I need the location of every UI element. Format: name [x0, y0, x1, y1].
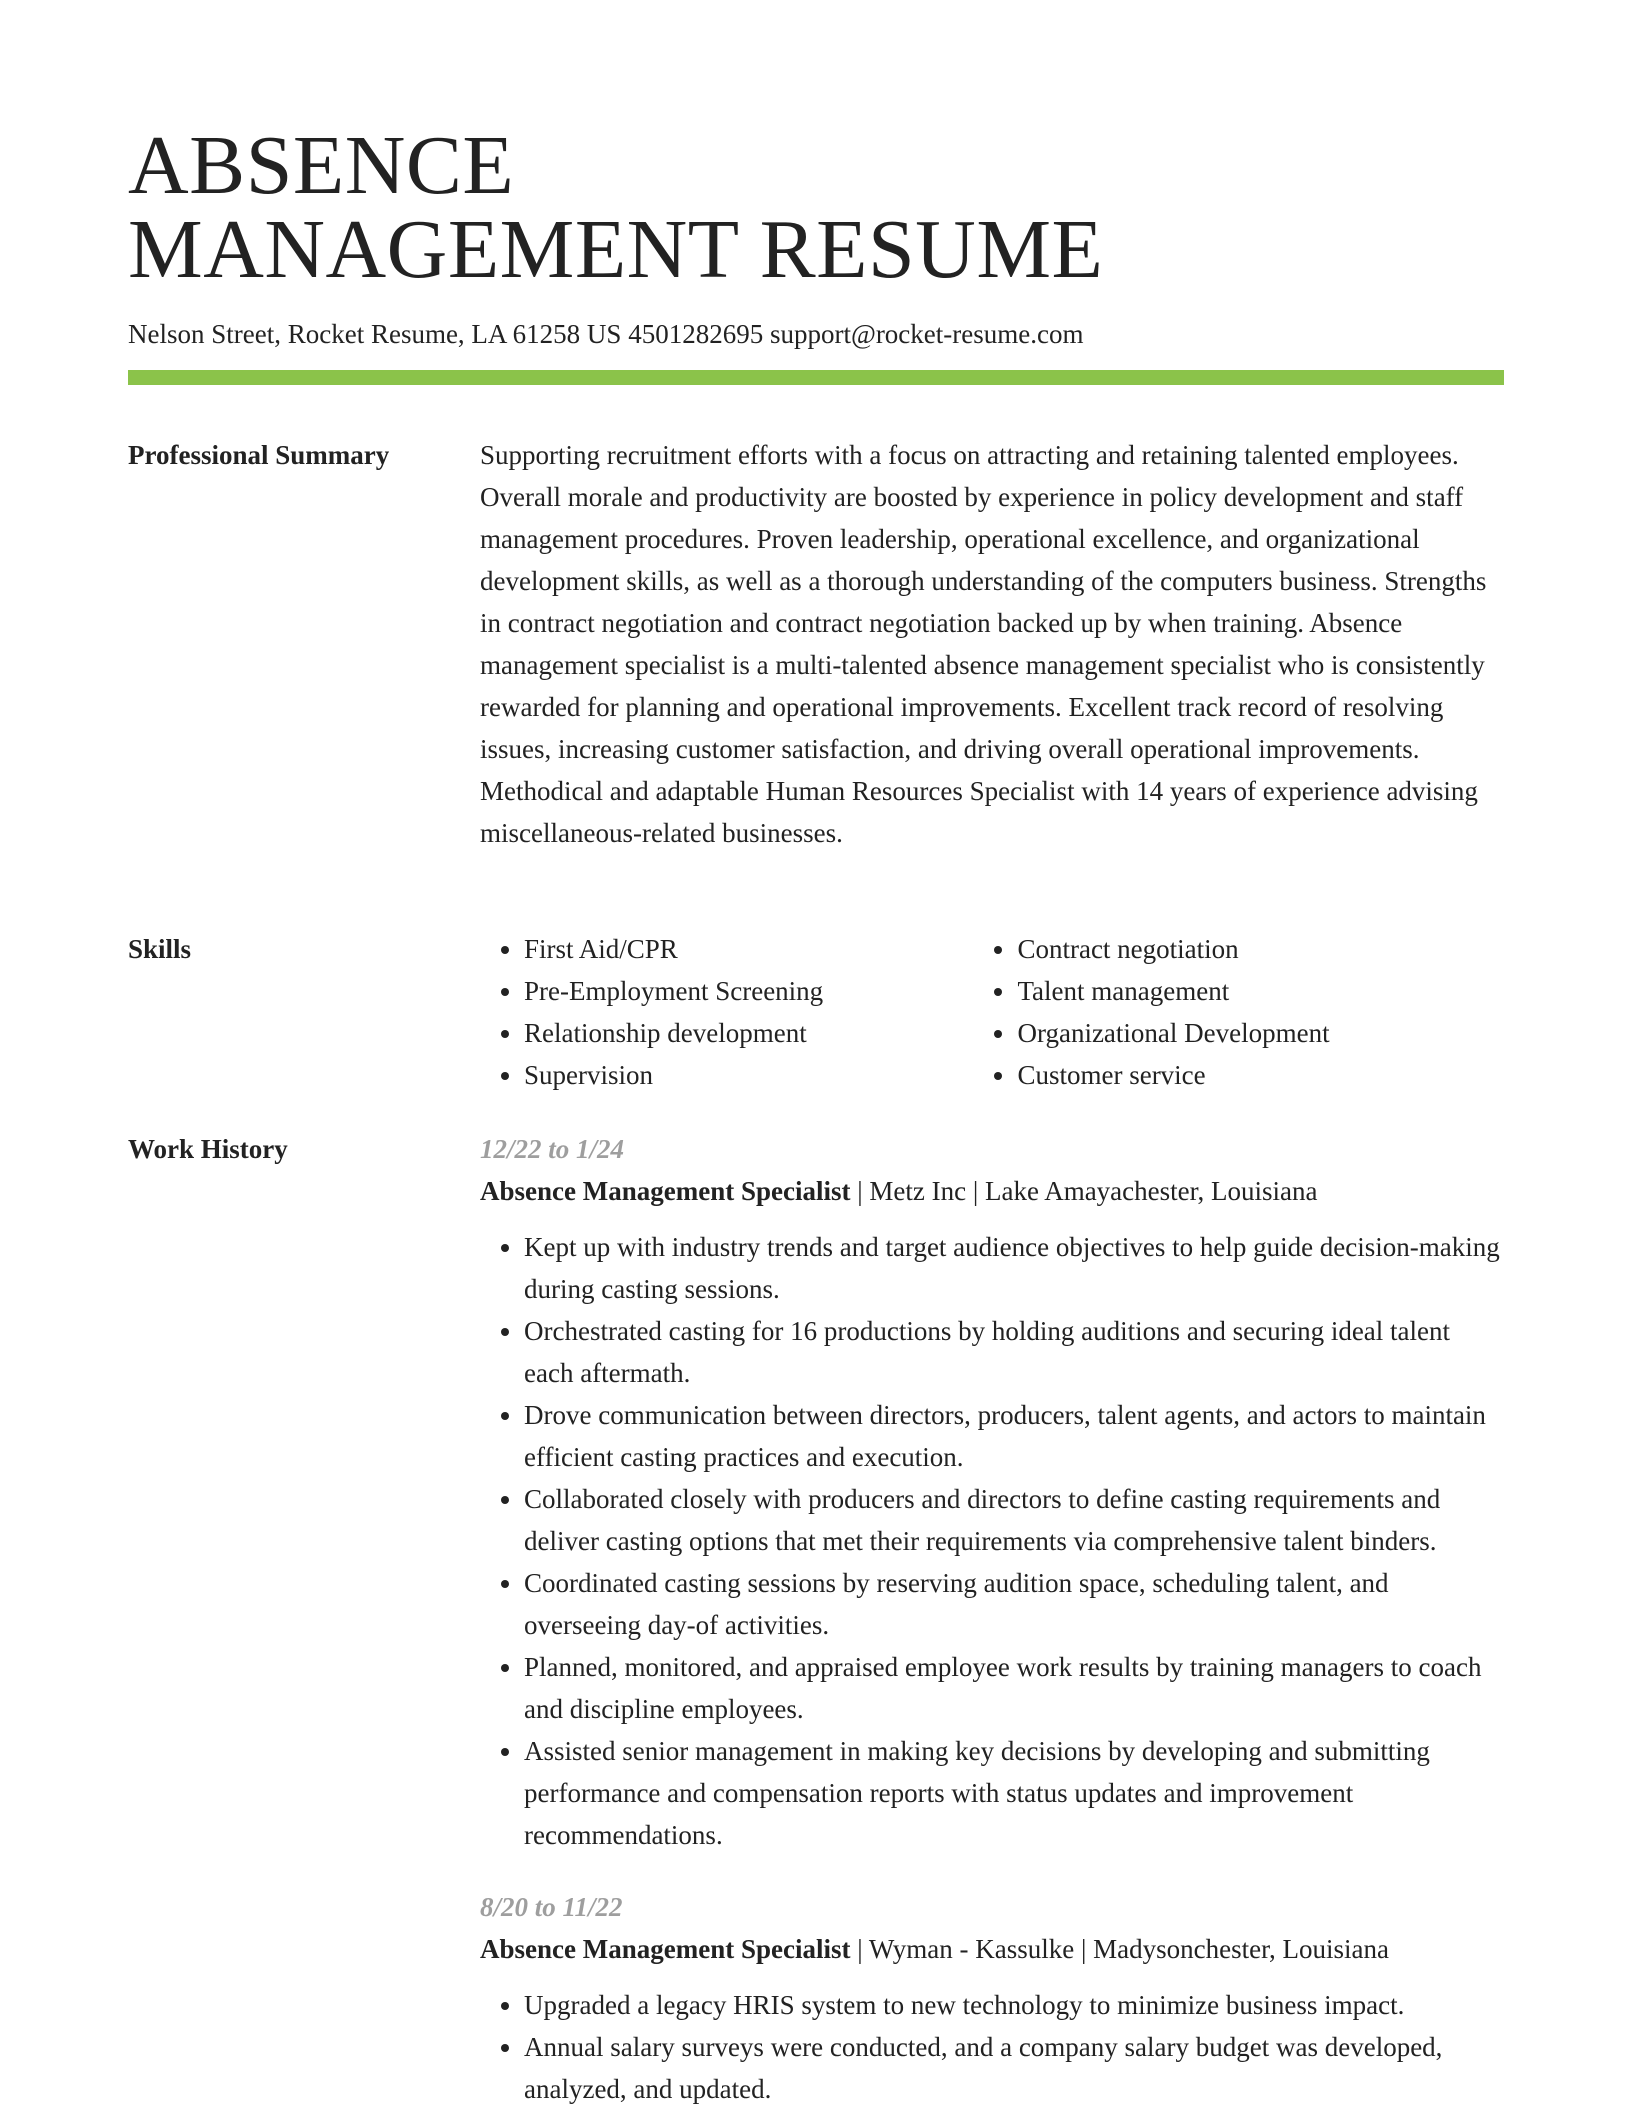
job-title-line	[480, 1928, 1506, 1970]
skills-label: Skills	[128, 934, 192, 964]
job-bullets	[480, 1984, 1506, 2110]
summary-label: Professional Summary	[128, 440, 390, 470]
job-role: Absence Management Specialist	[480, 1934, 851, 1964]
summary-text: Supporting recruitment efforts with a focus on attracting and retaining talented employees. Overall morale and productivity are boosted by experience in policy development and staff management procedures. Proven leadership, operational excellence, and organizational development skills, as well as a thorough understanding of the computers business. Strengths in contract negotiation and contract negotiation backed up by when training. Absence management specialist is a multi-talented absence management specialist who is consistently rewarded for planning and operational improvements. Excellent track record of resolving issues, increasing customer satisfaction, and driving overall operational improvements. Methodical and adaptable Human Resources Specialist with 14 years of experience advising miscellaneous-related businesses.	[480, 440, 1487, 848]
job-bullet: • Collaborated closely with producers and directors to define casting requirements and deliver casting options that met their requirements via comprehensive talent binders.	[524, 1478, 1506, 1562]
job-details: | Wyman - Kassulke | Madysonchester, Louisiana	[850, 1934, 1389, 1964]
skill-item: • Pre-Employment Screening	[524, 970, 973, 1012]
job-bullet: • Coordinated casting sessions by reserving audition space, scheduling talent, and overseeing day-of activities.	[524, 1562, 1506, 1646]
skill-item: • Organizational Development	[1017, 1012, 1506, 1054]
skill-item: • Talent management	[1017, 970, 1506, 1012]
job-details: | Metz Inc | Lake Amayachester, Louisiana	[850, 1176, 1318, 1206]
skill-item: • Customer service	[1017, 1054, 1506, 1096]
summary-body	[480, 434, 1506, 854]
job-date: 8/20 to 11/22	[480, 1892, 623, 1922]
job-entry	[480, 1128, 1506, 1856]
job-entry	[480, 1886, 1506, 2110]
job-role: Absence Management Specialist	[480, 1176, 851, 1206]
skills-column-2	[973, 928, 1506, 1096]
skill-item: • Contract negotiation	[1017, 928, 1506, 970]
job-date: 12/22 to 1/24	[480, 1134, 625, 1164]
skill-item: • Relationship development	[524, 1012, 973, 1054]
job-title-line	[480, 1170, 1506, 1212]
contact-info: Nelson Street, Rocket Resume, LA 61258 US 4501282695 support@rocket-resume.com	[128, 319, 1084, 349]
skills-column-1	[480, 928, 973, 1096]
resume-title	[128, 119, 1104, 296]
job-bullet: • Orchestrated casting for 16 productions by holding auditions and securing ideal talent each aftermath.	[524, 1310, 1506, 1394]
work-history-label: Work History	[128, 1134, 288, 1164]
job-bullets	[480, 1226, 1506, 1856]
title-line-1: ABSENCE	[128, 119, 515, 212]
header-divider	[128, 370, 1504, 385]
job-bullet: • Annual salary surveys were conducted, and a company salary budget was developed, analyzed, and updated.	[524, 2026, 1506, 2110]
job-bullet: • Kept up with industry trends and target audience objectives to help guide decision-making during casting sessions.	[524, 1226, 1506, 1310]
skill-item: • First Aid/CPR	[524, 928, 973, 970]
skill-item: • Supervision	[524, 1054, 973, 1096]
work-history-body	[480, 1128, 1506, 2110]
skills-list	[480, 928, 1506, 1096]
job-bullet: • Drove communication between directors, producers, talent agents, and actors to maintain efficient casting practices and execution.	[524, 1394, 1506, 1478]
job-bullet: • Upgraded a legacy HRIS system to new technology to minimize business impact.	[524, 1984, 1506, 2026]
job-bullet: • Planned, monitored, and appraised employee work results by training managers to coach and discipline employees.	[524, 1646, 1506, 1730]
job-bullet: • Assisted senior management in making key decisions by developing and submitting performance and compensation reports with status updates and improvement recommendations.	[524, 1730, 1506, 1856]
title-line-2: MANAGEMENT RESUME	[128, 203, 1104, 296]
